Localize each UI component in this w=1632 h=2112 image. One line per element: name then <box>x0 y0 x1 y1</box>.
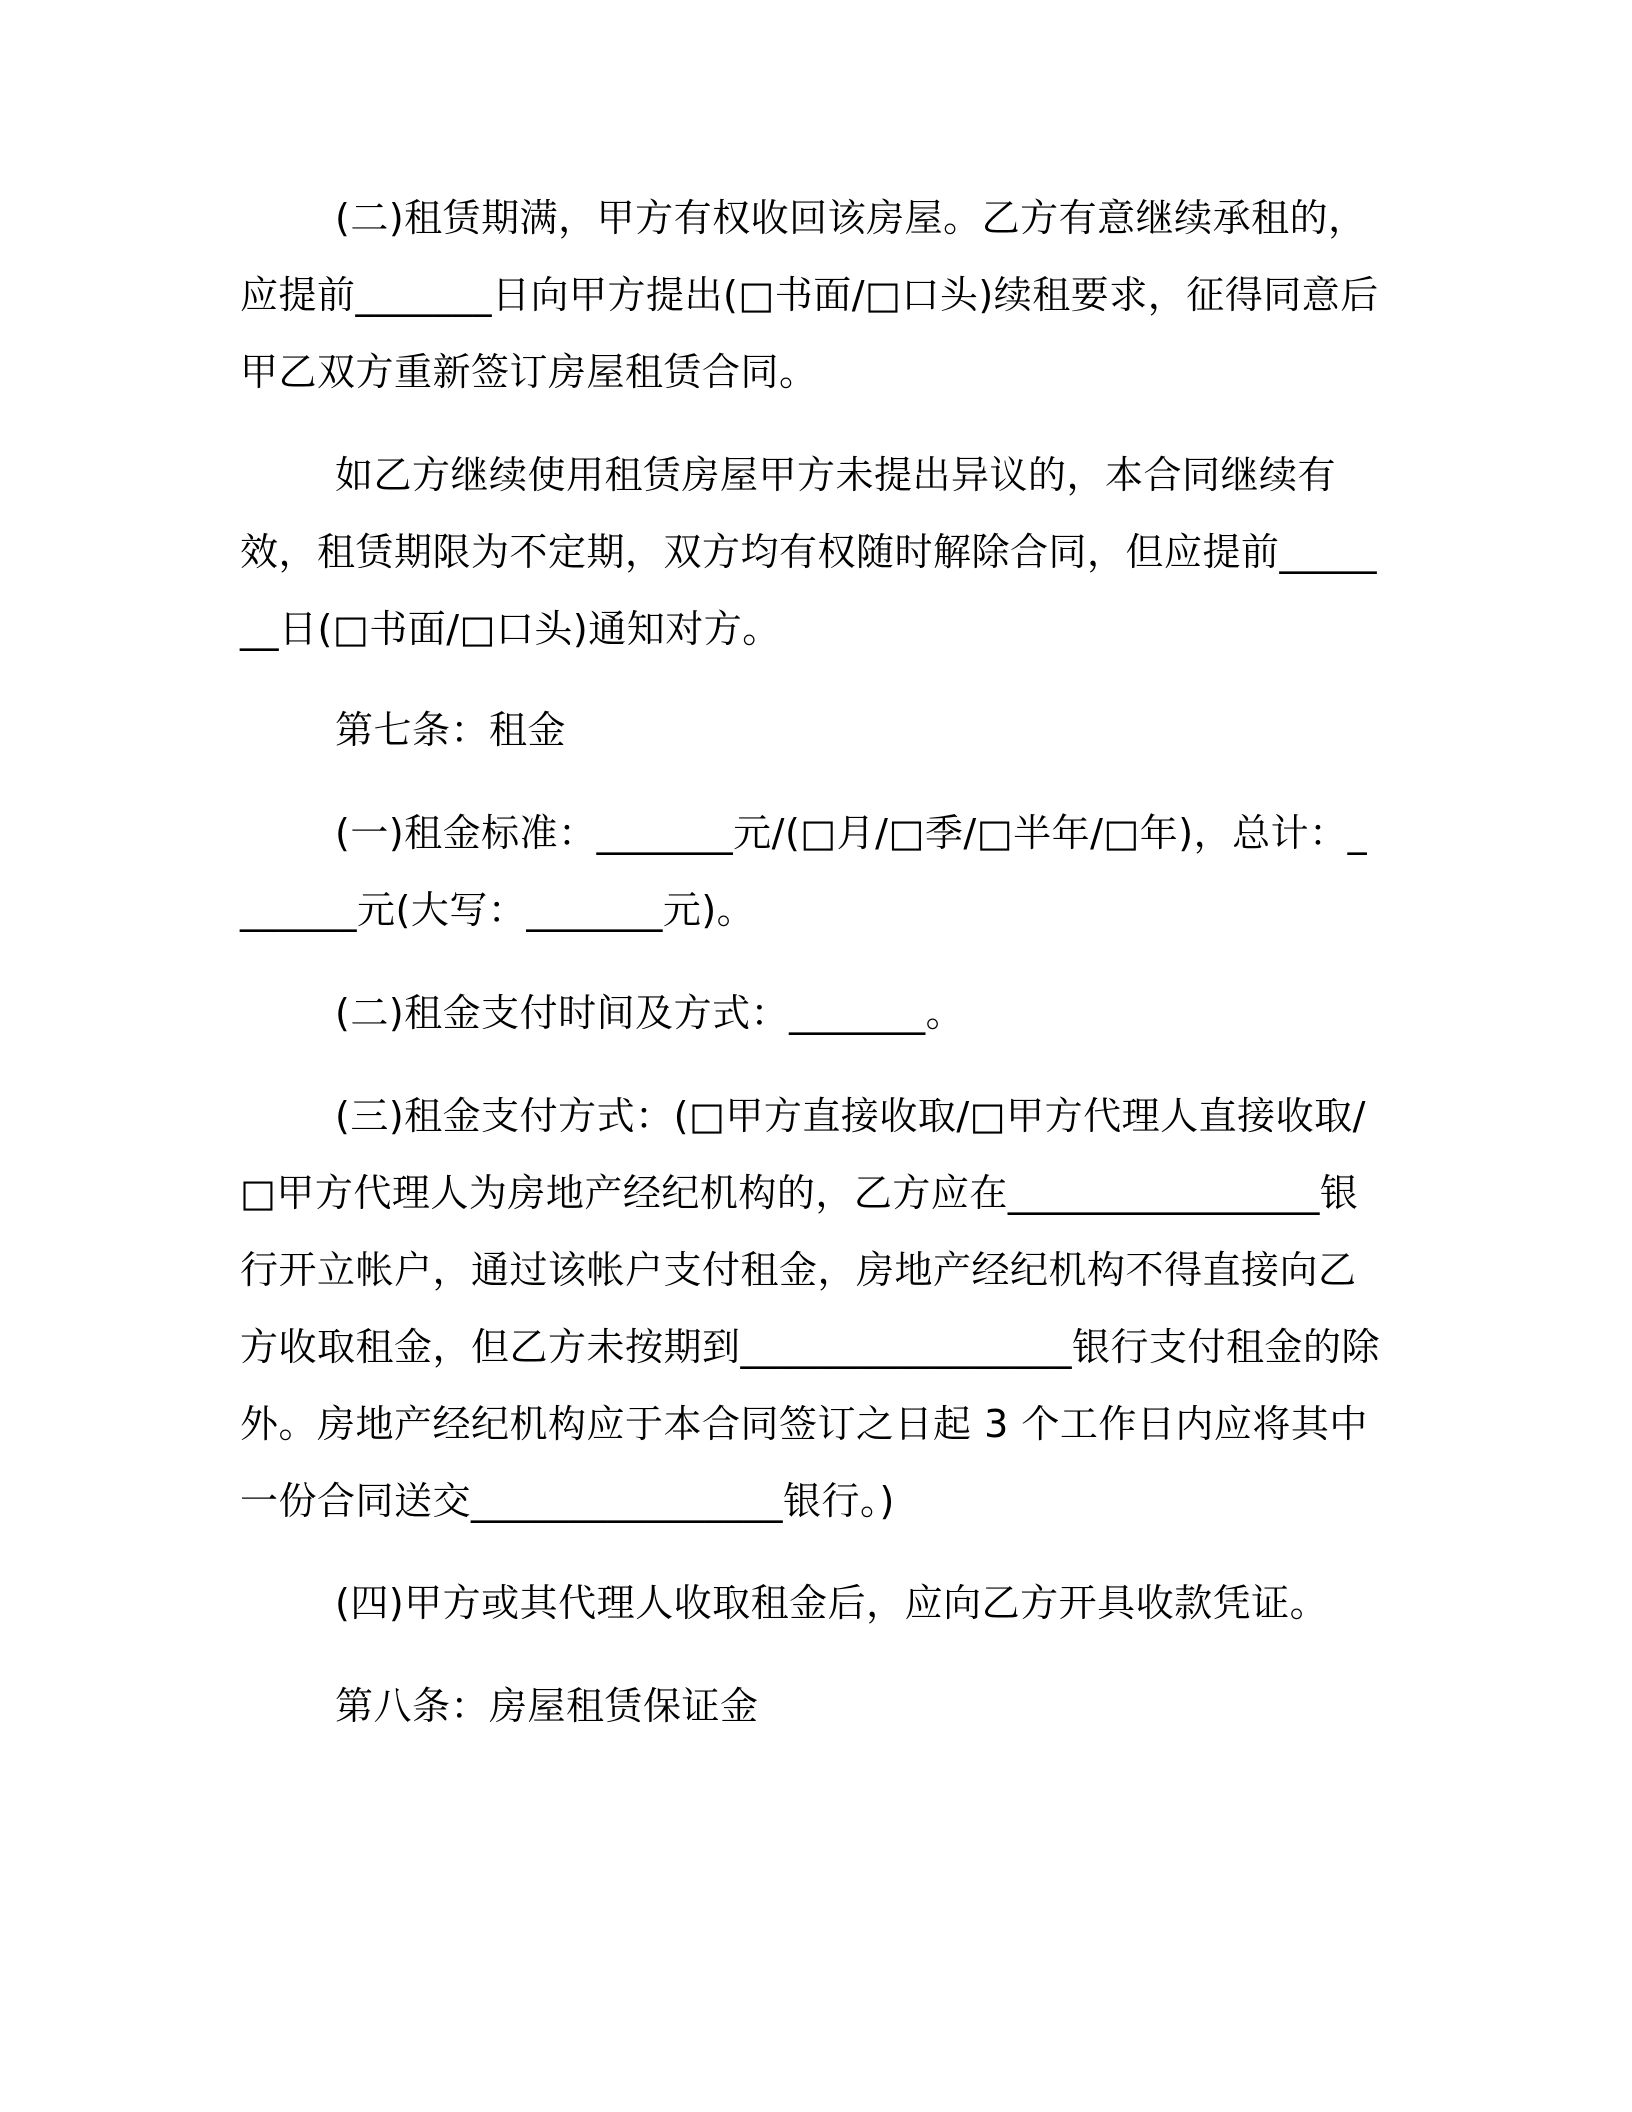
paragraph-receipt: (四)甲方或其代理人收取租金后，应向乙方开具收款凭证。 <box>335 1581 1329 1625</box>
paragraph-renewal: (二)租赁期满，甲方有权收回该房屋。乙方有意继续承租的，应提前_______日向甲方提出(□书面/□口头)续租要求，征得同意后甲乙双方重新签订房屋租赁合同。 <box>240 196 1379 394</box>
paragraph-payment-method: (三)租金支付方式：(□甲方直接收取/□甲方代理人直接收取/□甲方代理人为房地产经纪机构的，乙方应在________________银行开立帐户，通过该帐户支付租金，房地产经纪机构不得直接向乙方收取租金，但乙方未按期到_________________银行支付租金的除外。房地产经纪机构应于本合同签订之日起 3 个工作日内应将其中一份合同送交________________银行。) <box>240 1094 1381 1523</box>
article-7-heading: 第七条：租金 <box>335 708 567 752</box>
paragraph-payment-time: (二)租金支付时间及方式：_______。 <box>335 991 965 1035</box>
article-8-heading: 第八条：房屋租赁保证金 <box>335 1684 759 1728</box>
paragraph-rent-standard: (一)租金标准：_______元/(□月/□季/□半年/□年)，总计：_______元(大写：_______元)。 <box>240 811 1368 932</box>
paragraph-continued-use: 如乙方继续使用租赁房屋甲方未提出异议的，本合同继续有效，租赁期限为不定期，双方均有权随时解除合同，但应提前_______日(□书面/□口头)通知对方。 <box>240 453 1378 651</box>
